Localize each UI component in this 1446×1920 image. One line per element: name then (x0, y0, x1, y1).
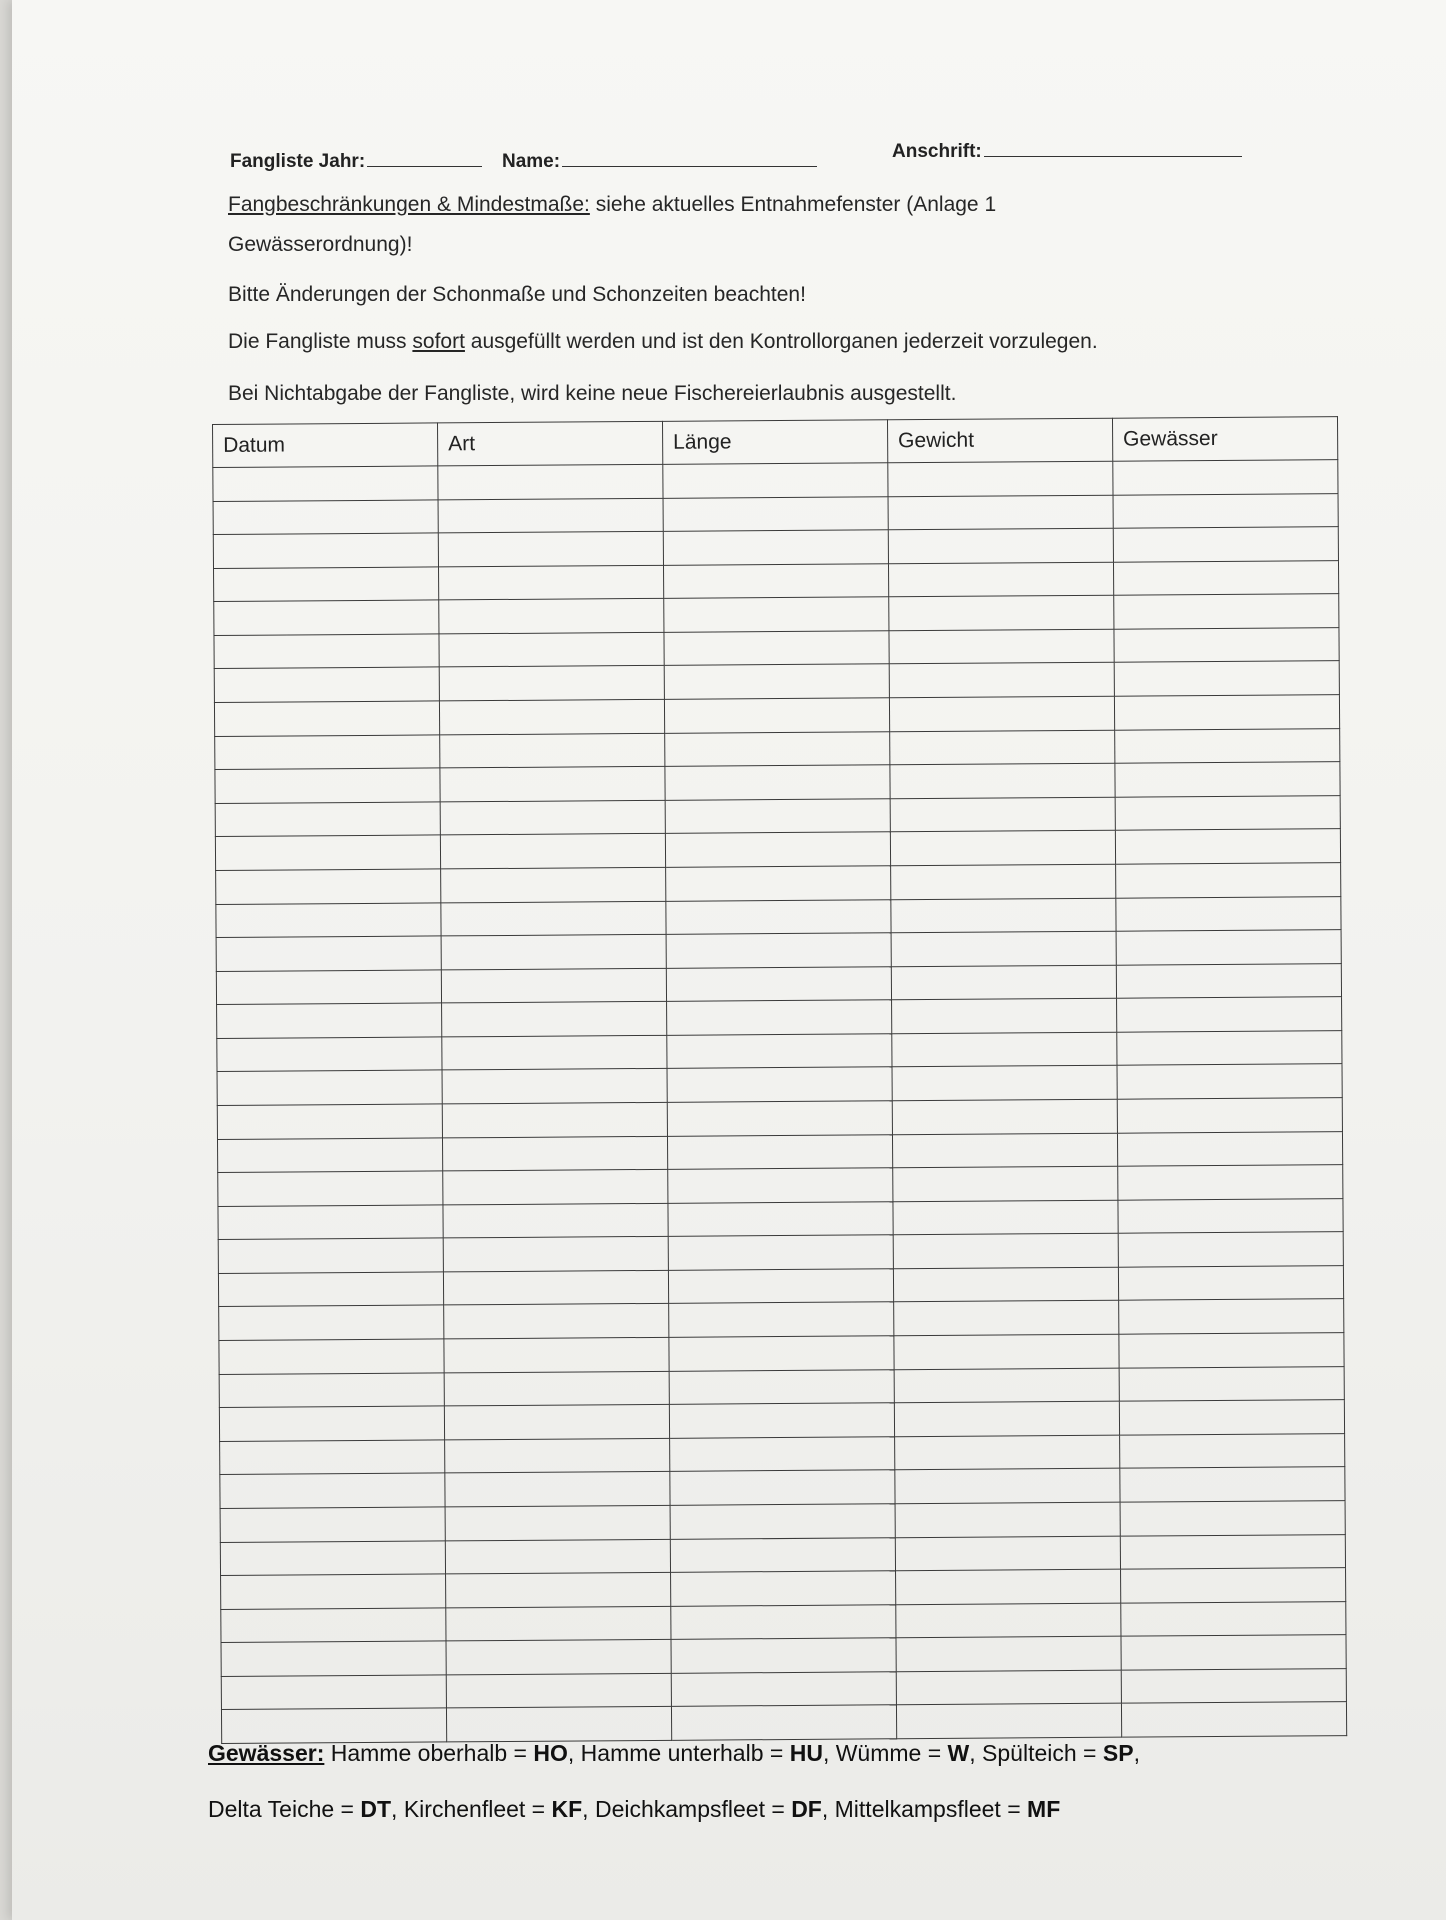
legend-item (836, 1740, 970, 1766)
table-cell[interactable] (894, 1301, 1119, 1336)
table-cell[interactable] (893, 1166, 1118, 1201)
table-cell[interactable] (1117, 997, 1342, 1032)
table-cell[interactable] (218, 1238, 443, 1273)
table-cell[interactable] (442, 1035, 667, 1070)
limits-text-2: Gewässerordnung)! (228, 233, 413, 256)
legend-item-code: W (947, 1740, 970, 1766)
table-cell[interactable] (667, 1000, 892, 1035)
table-cell[interactable] (1117, 1098, 1342, 1133)
table-cell[interactable] (892, 1066, 1117, 1101)
table-cell[interactable] (443, 1270, 668, 1305)
col-datum: Datum (213, 423, 438, 468)
legend-item-name: Deichkampsfleet = (594, 1796, 792, 1822)
table-cell[interactable] (1121, 1601, 1346, 1636)
table-cell[interactable] (667, 1067, 892, 1102)
address-blank[interactable] (984, 138, 1242, 157)
table-cell[interactable] (1121, 1635, 1346, 1670)
table-cell[interactable] (664, 631, 889, 666)
fill-pre: Die Fangliste muss (228, 330, 413, 353)
table-cell[interactable] (220, 1473, 445, 1508)
table-cell[interactable] (665, 731, 890, 766)
table-cell[interactable] (1118, 1165, 1343, 1200)
table-cell[interactable] (442, 1002, 667, 1037)
table-cell[interactable] (1120, 1501, 1345, 1536)
table-cell[interactable] (665, 765, 890, 800)
table-cell[interactable] (446, 1640, 671, 1675)
legend-item-code: SP (1102, 1740, 1134, 1766)
col-gewaesser: Gewässer (1112, 417, 1337, 462)
col-laenge: Länge (662, 420, 887, 465)
table-cell[interactable] (213, 533, 438, 568)
table-cell[interactable] (217, 1070, 442, 1105)
table-cell[interactable] (1121, 1568, 1346, 1603)
year-blank[interactable] (367, 148, 482, 167)
header-fields (230, 141, 1250, 178)
table-cell[interactable] (213, 500, 438, 535)
table-cell[interactable] (441, 867, 666, 902)
table-cell[interactable] (664, 698, 889, 733)
table-cell[interactable] (442, 1102, 667, 1137)
table-cell[interactable] (669, 1336, 894, 1371)
table-cell[interactable] (446, 1673, 671, 1708)
table-cell[interactable] (894, 1401, 1119, 1436)
table-cell[interactable] (1116, 896, 1341, 931)
table-cell[interactable] (215, 835, 440, 870)
table-cell[interactable] (669, 1302, 894, 1337)
paper-sheet (12, 0, 1446, 1920)
legend-item-code: DF (791, 1796, 822, 1822)
table-cell[interactable] (1119, 1299, 1344, 1334)
table-cell[interactable] (221, 1641, 446, 1676)
limits-text: siehe aktuelles Entnahmefenster (Anlage 1 (589, 193, 997, 216)
table-cell[interactable] (669, 1403, 894, 1438)
table-cell[interactable] (1119, 1366, 1344, 1401)
table-cell[interactable] (663, 564, 888, 599)
table-cell[interactable] (442, 1136, 667, 1171)
table-cell[interactable] (666, 899, 891, 934)
table-cell[interactable] (1120, 1433, 1345, 1468)
table-cell[interactable] (663, 496, 888, 531)
table-cell[interactable] (217, 1003, 442, 1038)
table-cell[interactable] (891, 965, 1116, 1000)
table-cell[interactable] (888, 528, 1113, 563)
legend-item-name: Delta Teiche = (208, 1796, 361, 1822)
table-cell[interactable] (440, 834, 665, 869)
year-field[interactable] (230, 148, 482, 173)
legend-item-code: HO (533, 1740, 568, 1766)
table-cell[interactable] (216, 902, 441, 937)
table-cell[interactable] (1113, 560, 1338, 595)
table-cell[interactable] (665, 832, 890, 867)
legend-item (982, 1740, 1134, 1766)
table-cell[interactable] (1115, 795, 1340, 830)
legend-item-name: Wümme = (835, 1740, 948, 1766)
changes-note: Bitte Änderungen der Schonmaße und Schonzeiten beachten! (228, 283, 806, 306)
legend-item-name: Kirchenfleet = (403, 1796, 552, 1822)
name-field[interactable] (502, 148, 817, 173)
table-cell[interactable] (1118, 1265, 1343, 1300)
table-cell[interactable] (890, 797, 1115, 832)
catch-table (212, 416, 1347, 1744)
table-cell[interactable] (666, 866, 891, 901)
table-cell[interactable] (892, 998, 1117, 1033)
table-cell[interactable] (438, 464, 663, 499)
table-cell[interactable] (441, 934, 666, 969)
table-cell[interactable] (664, 597, 889, 632)
table-cell[interactable] (439, 666, 664, 701)
table-cell[interactable] (896, 1636, 1121, 1671)
table-cell[interactable] (1116, 963, 1341, 998)
col-art: Art (437, 421, 662, 466)
table-cell[interactable] (220, 1507, 445, 1542)
table-cell[interactable] (894, 1368, 1119, 1403)
table-cell[interactable] (1121, 1668, 1346, 1703)
table-cell[interactable] (891, 931, 1116, 966)
table-cell[interactable] (896, 1704, 1121, 1739)
table-cell[interactable] (671, 1571, 896, 1606)
table-cell[interactable] (218, 1171, 443, 1206)
table-cell[interactable] (1117, 1064, 1342, 1099)
year-label: Fangliste Jahr: (230, 151, 366, 172)
table-cell[interactable] (445, 1505, 670, 1540)
table-cell[interactable] (445, 1438, 670, 1473)
address-label: Anschrift: (892, 141, 982, 162)
table-cell[interactable] (216, 936, 441, 971)
table-cell[interactable] (891, 864, 1116, 899)
table-cell[interactable] (1117, 1131, 1342, 1166)
table-cell[interactable] (1114, 661, 1339, 696)
table-cell[interactable] (445, 1472, 670, 1507)
table-cell[interactable] (217, 1137, 442, 1172)
table-cell[interactable] (896, 1569, 1121, 1604)
table-cell[interactable] (891, 898, 1116, 933)
legend-item (581, 1740, 823, 1766)
table-cell[interactable] (215, 735, 440, 770)
table-cell[interactable] (219, 1305, 444, 1340)
table-cell[interactable] (219, 1406, 444, 1441)
table-cell[interactable] (889, 596, 1114, 631)
table-cell[interactable] (221, 1708, 446, 1743)
limits-heading: Fangbeschränkungen & Mindestmaße: (228, 193, 590, 216)
table-cell[interactable] (1118, 1198, 1343, 1233)
table-cell[interactable] (443, 1203, 668, 1238)
table-cell[interactable] (219, 1339, 444, 1374)
table-cell[interactable] (888, 562, 1113, 597)
table-cell[interactable] (671, 1705, 896, 1740)
table-cell[interactable] (895, 1536, 1120, 1571)
table-cell[interactable] (216, 970, 441, 1005)
table-cell[interactable] (671, 1604, 896, 1639)
fill-emphasis: sofort (412, 330, 465, 353)
table-cell[interactable] (892, 1133, 1117, 1168)
limits-note (228, 185, 1228, 265)
fill-note (228, 322, 1228, 362)
table-cell[interactable] (218, 1272, 443, 1307)
table-cell[interactable] (670, 1437, 895, 1472)
legend-item-code: MF (1027, 1796, 1061, 1822)
name-blank[interactable] (562, 148, 817, 167)
return-note: Bei Nichtabgabe der Fangliste, wird keine neue Fischereierlaubnis ausgestellt. (228, 382, 957, 405)
table-cell[interactable] (896, 1670, 1121, 1705)
table-cell[interactable] (438, 532, 663, 567)
table-cell[interactable] (668, 1235, 893, 1270)
table-cell[interactable] (213, 466, 438, 501)
table-cell[interactable] (444, 1405, 669, 1440)
table-cell[interactable] (889, 696, 1114, 731)
legend-items-2: Delta Teiche = DT, Kirchenfleet = KF, Deichkampsfleet = DF, Mittelkampsfleet = MF (208, 1796, 1061, 1822)
legend-item-name: Hamme unterhalb = (580, 1740, 790, 1766)
table-cell[interactable] (667, 1101, 892, 1136)
table-cell[interactable] (439, 599, 664, 634)
table-cell[interactable] (214, 567, 439, 602)
table-cell[interactable] (214, 701, 439, 736)
legend-label: Gewässer: (208, 1740, 325, 1766)
legend-item (404, 1796, 582, 1822)
col-gewicht: Gewicht (887, 418, 1112, 463)
table-cell[interactable] (890, 763, 1115, 798)
table-cell[interactable] (670, 1504, 895, 1539)
table-cell[interactable] (446, 1606, 671, 1641)
legend-line-2 (208, 1796, 1308, 1823)
table-cell[interactable] (890, 730, 1115, 765)
table-cell[interactable] (214, 600, 439, 635)
table-cell[interactable] (446, 1572, 671, 1607)
table-cell[interactable] (896, 1603, 1121, 1638)
table-cell[interactable] (669, 1369, 894, 1404)
table-cell[interactable] (668, 1269, 893, 1304)
table-cell[interactable] (1115, 829, 1340, 864)
table-cell[interactable] (895, 1469, 1120, 1504)
table-cell[interactable] (670, 1470, 895, 1505)
table-cell[interactable] (217, 1104, 442, 1139)
fill-post: ausgefüllt werden und ist den Kontrollorganen jederzeit vorzulegen. (464, 330, 1098, 353)
table-cell[interactable] (1120, 1467, 1345, 1502)
table-cell[interactable] (892, 1032, 1117, 1067)
table-cell[interactable] (442, 1069, 667, 1104)
table-cell[interactable] (890, 831, 1115, 866)
table-cell[interactable] (1121, 1702, 1346, 1737)
legend-item (835, 1796, 1061, 1822)
table-cell[interactable] (671, 1672, 896, 1707)
table-cell[interactable] (440, 800, 665, 835)
name-label: Name: (502, 151, 561, 172)
table-cell[interactable] (218, 1205, 443, 1240)
table-cell[interactable] (894, 1334, 1119, 1369)
table-cell[interactable] (1116, 863, 1341, 898)
table-cell[interactable] (1115, 762, 1340, 797)
table-row (221, 1702, 1346, 1743)
table-cell[interactable] (668, 1168, 893, 1203)
table-cell[interactable] (443, 1237, 668, 1272)
table-cell[interactable] (439, 699, 664, 734)
table-cell[interactable] (214, 667, 439, 702)
table-cell[interactable] (441, 901, 666, 936)
table-cell[interactable] (440, 733, 665, 768)
table-cell[interactable] (439, 565, 664, 600)
address-field[interactable] (892, 138, 1242, 163)
table-cell[interactable] (214, 634, 439, 669)
legend-item (331, 1740, 568, 1766)
table-cell[interactable] (668, 1201, 893, 1236)
catch-table-wrap (212, 416, 1347, 1744)
table-cell[interactable] (667, 1034, 892, 1069)
table-cell[interactable] (220, 1540, 445, 1575)
table-cell[interactable] (1113, 460, 1338, 495)
table-cell[interactable] (221, 1608, 446, 1643)
table-cell[interactable] (1118, 1232, 1343, 1267)
table-cell[interactable] (1117, 1030, 1342, 1065)
table-cell[interactable] (445, 1539, 670, 1574)
table-cell[interactable] (444, 1371, 669, 1406)
table-cell[interactable] (663, 530, 888, 565)
table-cell[interactable] (220, 1440, 445, 1475)
table-cell[interactable] (1114, 628, 1339, 663)
table-cell[interactable] (895, 1435, 1120, 1470)
legend-item-code: KF (551, 1796, 583, 1822)
table-cell[interactable] (893, 1200, 1118, 1235)
table-cell[interactable] (893, 1267, 1118, 1302)
table-cell[interactable] (666, 933, 891, 968)
table-cell[interactable] (217, 1037, 442, 1072)
legend-item (595, 1796, 822, 1822)
table-cell[interactable] (444, 1337, 669, 1372)
table-cell[interactable] (221, 1574, 446, 1609)
table-cell[interactable] (1120, 1534, 1345, 1569)
table-cell[interactable] (1113, 493, 1338, 528)
table-cell[interactable] (216, 869, 441, 904)
legend-item-code: HU (789, 1740, 823, 1766)
table-cell[interactable] (440, 767, 665, 802)
table-cell[interactable] (670, 1537, 895, 1572)
table-cell[interactable] (1119, 1400, 1344, 1435)
legend-items-1: Hamme oberhalb = HO, Hamme unterhalb = HU, Wümme = W, Spülteich = SP, (330, 1740, 1140, 1766)
legend-line-1 (208, 1740, 1308, 1767)
table-cell[interactable] (1116, 930, 1341, 965)
table-cell[interactable] (666, 966, 891, 1001)
table-cell[interactable] (889, 629, 1114, 664)
legend-item-code: DT (360, 1796, 392, 1822)
table-cell[interactable] (664, 664, 889, 699)
table-cell[interactable] (888, 461, 1113, 496)
table-cell[interactable] (438, 498, 663, 533)
table-cell[interactable] (1113, 527, 1338, 562)
table-cell[interactable] (439, 632, 664, 667)
table-cell[interactable] (893, 1233, 1118, 1268)
table-cell[interactable] (895, 1502, 1120, 1537)
table-cell[interactable] (221, 1675, 446, 1710)
table-cell[interactable] (667, 1134, 892, 1169)
table-cell[interactable] (889, 663, 1114, 698)
table-cell[interactable] (1114, 695, 1339, 730)
table-cell[interactable] (665, 799, 890, 834)
table-cell[interactable] (1114, 594, 1339, 629)
table-cell[interactable] (1119, 1333, 1344, 1368)
table-cell[interactable] (446, 1707, 671, 1742)
table-cell[interactable] (671, 1638, 896, 1673)
table-cell[interactable] (888, 495, 1113, 530)
table-body (213, 460, 1347, 1744)
legend-item-name: Spülteich = (982, 1740, 1103, 1766)
table-cell[interactable] (663, 463, 888, 498)
legend-item-name: Hamme oberhalb = (330, 1740, 534, 1766)
table-cell[interactable] (215, 802, 440, 837)
table-cell[interactable] (443, 1169, 668, 1204)
table-cell[interactable] (441, 968, 666, 1003)
table-cell[interactable] (892, 1099, 1117, 1134)
legend-item (208, 1796, 391, 1822)
table-cell[interactable] (444, 1304, 669, 1339)
table-cell[interactable] (1115, 728, 1340, 763)
table-cell[interactable] (219, 1373, 444, 1408)
legend-item-name: Mittelkampsfleet = (834, 1796, 1028, 1822)
table-cell[interactable] (215, 768, 440, 803)
